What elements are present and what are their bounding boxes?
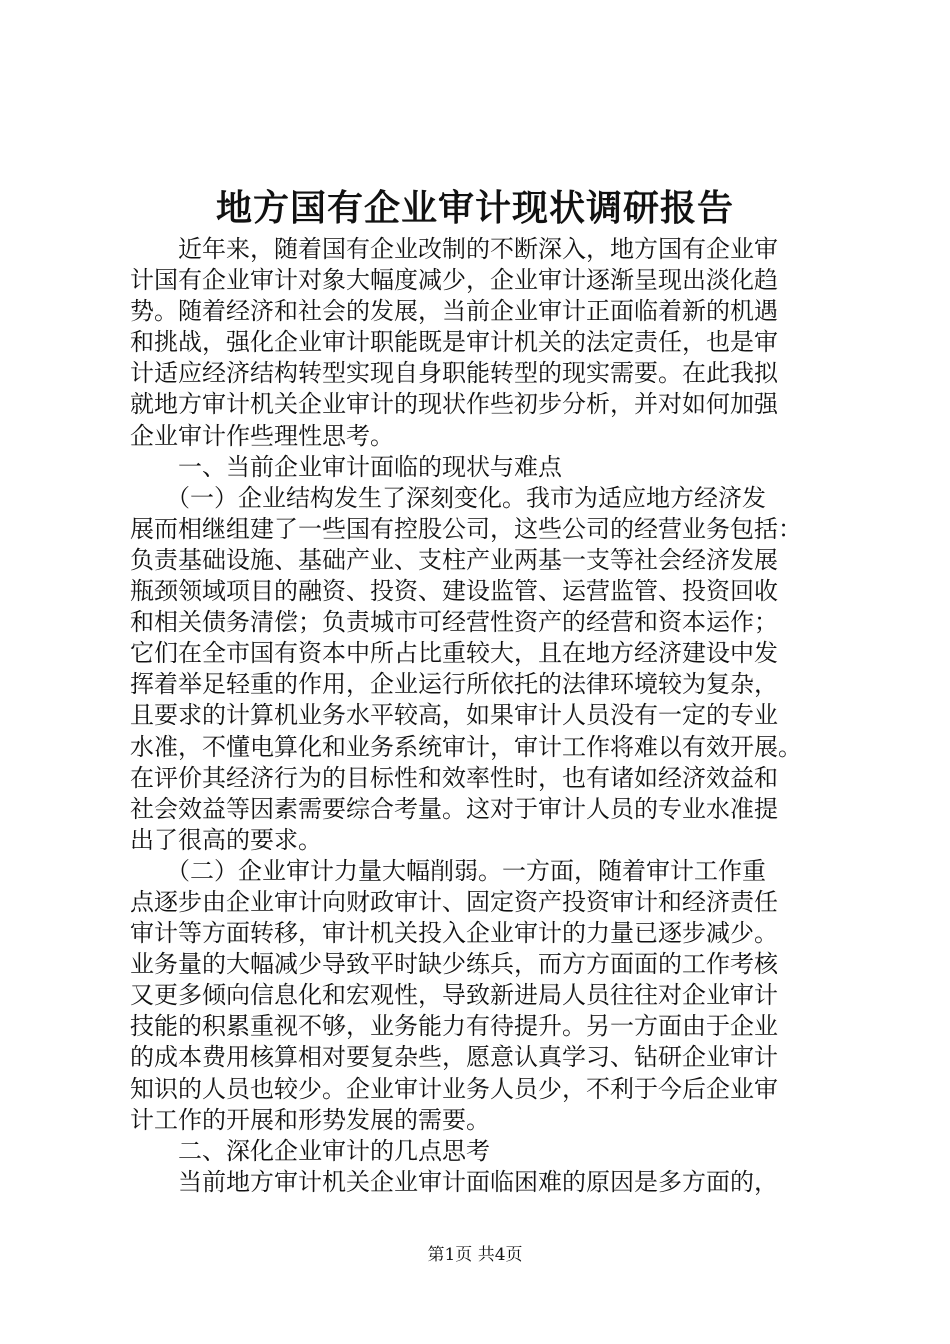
document-body	[130, 234, 825, 1198]
text-line: 知识的人员也较少。企业审计业务人员少，不利于今后企业审	[130, 1074, 778, 1103]
text-line: 就地方审计机关企业审计的现状作些初步分析，并对如何加强	[130, 390, 778, 419]
page-footer: 第1页 共4页	[427, 1245, 523, 1265]
text-line: 且要求的计算机业务水平较高，如果审计人员没有一定的专业	[130, 701, 778, 730]
text-line: 在评价其经济行为的目标性和效率性时，也有诸如经济效益和	[130, 763, 778, 792]
text-line: 负责基础设施、基础产业、支柱产业两基一支等社会经济发展	[130, 545, 778, 574]
text-line: 审计等方面转移，审计机关投入企业审计的力量已逐步减少。	[130, 919, 778, 948]
text-line: 出了很高的要求。	[130, 825, 322, 854]
text-line: 它们在全市国有资本中所占比重较大，且在地方经济建设中发	[130, 639, 778, 668]
text-line: 社会效益等因素需要综合考量。这对于审计人员的专业水准提	[130, 794, 778, 823]
text-line: 又更多倾向信息化和宏观性，导致新进局人员往往对企业审计	[130, 981, 778, 1010]
text-line: 瓶颈领域项目的融资、投资、建设监管、运营监管、投资回收	[130, 577, 778, 606]
text-line: 的成本费用核算相对要复杂些，愿意认真学习、钻研企业审计	[130, 1043, 778, 1072]
text-line: （一）企业结构发生了深刻变化。我市为适应地方经济发	[130, 483, 766, 512]
text-line: 业务量的大幅减少导致平时缺少练兵，而方方面面的工作考核	[130, 950, 778, 979]
text-line: 一、当前企业审计面临的现状与难点	[130, 452, 562, 481]
text-line: 展而相继组建了一些国有控股公司，这些公司的经营业务包括：	[130, 514, 802, 543]
text-line: 和挑战，强化企业审计职能既是审计机关的法定责任，也是审	[130, 328, 778, 357]
text-line: 近年来，随着国有企业改制的不断深入，地方国有企业审	[130, 235, 778, 263]
text-line: 当前地方审计机关企业审计面临困难的原因是多方面的，	[130, 1167, 778, 1196]
text-line: （二）企业审计力量大幅削弱。一方面，随着审计工作重	[130, 856, 766, 885]
text-line: 和相关债务清偿；负责城市可经营性资产的经营和资本运作；	[130, 608, 778, 637]
text-line: 企业审计作些理性思考。	[130, 421, 394, 450]
text-line: 技能的积累重视不够，业务能力有待提升。另一方面由于企业	[130, 1012, 778, 1041]
text-line: 势。随着经济和社会的发展，当前企业审计正面临着新的机遇	[130, 297, 778, 326]
text-line: 挥着举足轻重的作用，企业运行所依托的法律环境较为复杂，	[130, 670, 778, 699]
text-line: 计适应经济结构转型实现自身职能转型的现实需要。在此我拟	[130, 359, 778, 388]
text-line: 二、深化企业审计的几点思考	[130, 1136, 490, 1165]
text-line: 水准，不懂电算化和业务系统审计，审计工作将难以有效开展。	[130, 732, 802, 761]
text-line: 计工作的开展和形势发展的需要。	[130, 1105, 490, 1134]
text-line: 计国有企业审计对象大幅度减少，企业审计逐渐呈现出淡化趋	[130, 266, 778, 295]
text-line: 点逐步由企业审计向财政审计、固定资产投资审计和经济责任	[130, 887, 778, 916]
document-title: 地方国有企业审计现状调研报告	[215, 188, 734, 229]
